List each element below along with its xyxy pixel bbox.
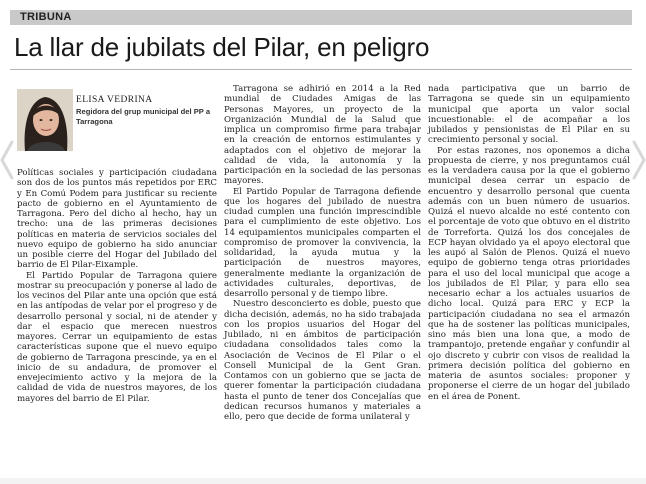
next-arrow-icon[interactable] — [632, 140, 646, 180]
paragraph: El Partido Popular de Tarragona quiere mostrar su preocupación y ponerse al lado de los vecinos del Pilar ante una opción que está en las antípodas de velar por el progreso y de desarrollo personal y social, ni de atender y dar el espacio que merecen nuestros mayores. Cerrar un equipamiento de estas características supone que el nuevo equipo de gobierno de Tarragona prescinde, ya en el inicio de su andadura, de promover el envejecimiento activo y la mejora de la calidad de vida de nuestros mayores, de los mayores del barrio de El Pilar. — [17, 270, 217, 404]
headline: La llar de jubilats del Pilar, en peligro — [14, 32, 430, 62]
previous-arrow-icon[interactable] — [0, 140, 14, 180]
paragraph: El Partido Popular de Tarragona defiende que los hogares del jubilado de nuestra ciudad cumplen una función imprescindible para el cumplimiento de este objetivo. Los 14 equipamientos municipales comparten el compromiso de promover la convivencia, la solidaridad, la ayuda mutua y la participación de nuestros mayores, generalmente mediante la organización de actividades culturales, deportivas, de desarrollo personal y de tiempo libre. — [224, 186, 421, 299]
article-column-1 — [17, 168, 217, 404]
paragraph: Tarragona se adhirió en 2014 a la Red mundial de Ciudades Amigas de las Personas Mayores, un proyecto de la Organización Mundial de la Salud que implica un compromiso firme para trabajar en la creación de entornos estimulantes y adaptados con el objetivo de mejorar la calidad de vida, la autonomía y la participación en la sociedad de las personas mayores. — [224, 84, 421, 187]
article-column-2 — [224, 84, 421, 422]
paragraph: Políticas sociales y participación ciudadana son dos de los puntos más repetidos por ERC y En Comú Podem para justificar su reciente pacto de gobierno en el Ayuntamiento de Tarragona. Pero del dicho al hecho, hay un trecho: una de las primeras decisiones políticas en materia de servicios sociales del nuevo equipo de gobierno ha sido anunciar un posible cierre del Hogar del Jubilado del barrio de El Pilar-Eixample. — [17, 168, 217, 271]
section-label: TRIBUNA — [20, 11, 72, 23]
section-bar — [10, 10, 632, 25]
article-column-3 — [428, 84, 630, 402]
author-photo — [17, 89, 73, 151]
paragraph: Nuestro desconcierto es doble, puesto que dicha decisión, además, no ha sido trabajada con los propios usuarios del Hogar del Jubilado, ni en ámbitos de participación ciudadana consolidados tales como la Asociación de Vecinos de El Pilar o el Consell Municipal de la Gent Gran. Contamos con un gobierno que se jacta de querer fomentar la participación ciudadana hasta el punto de tener dos Concejalías que dedican recursos humanos y materiales a ello, pero que decide de forma unilateral y — [224, 299, 421, 422]
divider — [10, 69, 632, 70]
author-role: Regidora del grup municipal del PP a Tarragona — [76, 107, 211, 126]
author-name: ELISA VEDRINA — [76, 95, 153, 105]
page-bottom-edge — [0, 478, 646, 484]
paragraph: nada participativa que un barrio de Tarragona se quede sin un equipamiento municipal que aporta un valor social incuestionable: el de acompañar a los jubilados y pensionistas de El Pilar en su crecimiento personal y social. — [428, 84, 630, 146]
paragraph: Por estas razones, nos oponemos a dicha propuesta de cierre, y nos preguntamos cuál es la verdadera causa por la que el gobierno municipal desea cerrar un espacio de encuentro y desarrollo personal que cuenta además con un buen número de usuarios. Quizá el nuevo alcalde no esté contento con el porcentaje de voto que obtuvo en el distrito de Torreforta. Quizá los dos concejales de ECP hayan olvidado ya el apoyo electoral que les aupó al Salón de Plenos. Quizá el nuevo equipo de gobierno tenga otras prioridades para el uso del local municipal que acoge a los jubilados de El Pilar, y para ello sea necesario echar a los actuales usuarios de dicho local. Quizá para ERC y ECP la participación ciudadana no sea el armazón que ha de sostener las políticas municipales, sino más bien una lona que, a modo de trampantojo, pretende engañar y confundir al ojo discreto y cubrir con visos de realidad la primera decisión política del gobierno en materia de asuntos sociales: proponer y proponerse el cierre de un hogar del jubilado en el área de Ponent. — [428, 145, 630, 402]
